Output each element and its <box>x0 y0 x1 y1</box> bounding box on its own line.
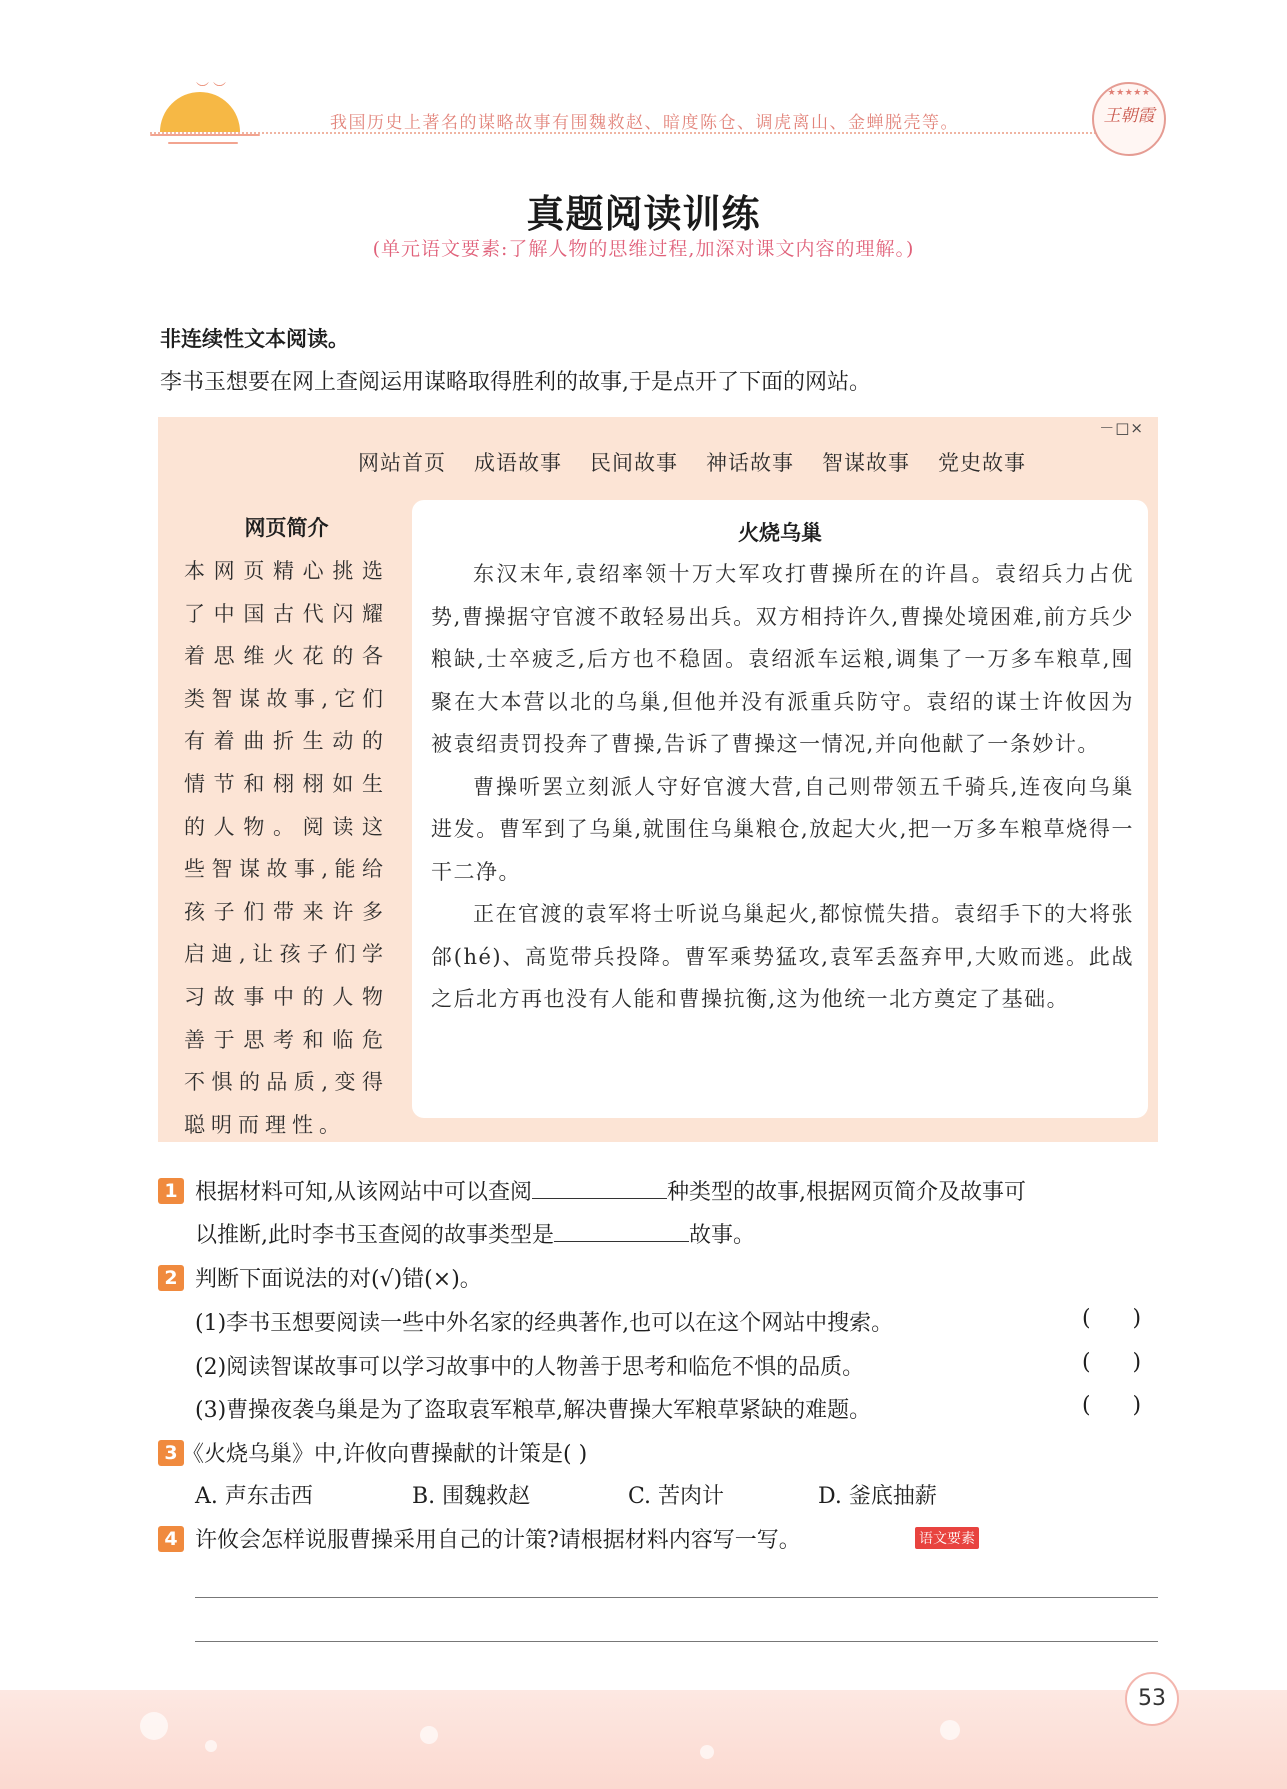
question-1-text: 以推断,此时李书玉查阅的故事类型是 <box>195 1223 554 1248</box>
nav-item-myth-stories[interactable]: 神话故事 <box>706 451 794 475</box>
sunset-sun-decoration <box>160 92 240 132</box>
webpage-intro <box>184 512 389 1146</box>
answer-line[interactable] <box>195 1641 1158 1642</box>
story-paragraph: 东汉末年,袁绍率领十万大军攻打曹操所在的许昌。袁绍兵力占优势,曹操据守官渡不敢轻易出兵。双方相持许久,曹操处境困难,前方兵少粮缺,士卒疲乏,后方也不稳固。袁绍派车运粮,调集了一万多车粮草,囤聚在大本营以北的乌巢,但他并没有派重兵防守。袁绍的谋士许攸因为被袁绍责罚投奔了曹操,告诉了曹操这一情况,并向他献了一条妙计。 <box>431 562 1134 756</box>
nav-item-folk-stories[interactable]: 民间故事 <box>590 451 678 475</box>
judgement-answer-box[interactable]: ( ) <box>1082 1350 1142 1375</box>
literacy-element-tag: 语文要素 <box>915 1527 979 1549</box>
question-2-stem: 判断下面说法的对(√)错(×)。 <box>195 1267 482 1292</box>
option-b[interactable]: B. 围魏救赵 <box>412 1484 531 1509</box>
option-c[interactable]: C. 苦肉计 <box>628 1484 725 1509</box>
nav-item-idiom-stories[interactable]: 成语故事 <box>474 451 562 475</box>
option-d[interactable]: D. 釜底抽薪 <box>818 1484 937 1509</box>
section-heading: 非连续性文本阅读。 <box>160 327 349 351</box>
page-title: 真题阅读训练 <box>526 192 761 236</box>
website-nav <box>358 447 1026 477</box>
judgement-item: (3)曹操夜袭乌巢是为了盗取袁军粮草,解决曹操大军粮草紧缺的难题。 <box>195 1398 872 1423</box>
question-1-line-1 <box>195 1175 1026 1206</box>
bubble-decoration <box>140 1712 168 1740</box>
answer-blank[interactable] <box>554 1219 689 1242</box>
sunset-line-decoration <box>150 134 260 136</box>
footer-band <box>0 1690 1287 1789</box>
story-paragraph: 正在官渡的袁军将士听说乌巢起火,都惊慌失措。袁绍手下的大将张郃(hé)、高览带兵投降。曹军乘势猛攻,袁军丢盔弃甲,大败而逃。此战之后北方再也没有人能和曹操抗衡,这为他统一北方奠定了基础。 <box>431 902 1134 1011</box>
webpage-intro-title: 网页简介 <box>244 516 329 540</box>
answer-blank[interactable] <box>532 1176 667 1199</box>
author-stamp-logo <box>1092 82 1166 156</box>
question-number-badge: 4 <box>158 1526 184 1552</box>
judgement-item: (1)李书玉想要阅读一些中外名家的经典著作,也可以在这个网站中搜索。 <box>195 1311 894 1336</box>
nav-item-strategy-stories[interactable]: 智谋故事 <box>822 451 910 475</box>
nav-item-home[interactable]: 网站首页 <box>358 451 446 475</box>
birds-icon: ︶︶ <box>196 82 231 97</box>
page-number: 53 <box>1138 1686 1166 1711</box>
page-subtitle: (单元语文要素:了解人物的思维过程,加深对课文内容的理解。) <box>372 238 915 260</box>
question-1-text: 种类型的故事,根据网页简介及故事可 <box>667 1180 1026 1205</box>
stamp-name: 王朝霞 <box>1103 106 1155 126</box>
header-slogan: 我国历史上著名的谋略故事有围魏救赵、暗度陈仓、调虎离山、金蝉脱壳等。 <box>330 113 959 133</box>
option-a[interactable]: A. 声东击西 <box>195 1484 313 1509</box>
section-intro: 李书玉想要在网上查阅运用谋略取得胜利的故事,于是点开了下面的网站。 <box>160 370 871 395</box>
sunset-line-decoration <box>168 142 238 144</box>
bubble-decoration <box>700 1745 714 1759</box>
window-controls-icon[interactable]: －□× <box>1099 419 1144 437</box>
bubble-decoration <box>420 1726 438 1744</box>
webpage-intro-text: 本网页精心挑选了中国古代闪耀着思维火花的各类智谋故事,它们有着曲折生动的情节和栩栩如生的人物。阅读这些智谋故事,能给孩子们带来许多启迪,让孩子们学习故事中的人物善于思考和临危不惧的品质,变得聪明而理性。 <box>184 559 389 1137</box>
question-4-stem: 许攸会怎样说服曹操采用自己的计策?请根据材料内容写一写。 <box>195 1528 801 1553</box>
story-title: 火烧乌巢 <box>738 521 822 545</box>
bubble-decoration <box>205 1740 217 1752</box>
question-number-badge: 3 <box>158 1440 184 1466</box>
judgement-answer-box[interactable]: ( ) <box>1082 1393 1142 1418</box>
story-paragraph: 曹操听罢立刻派人守好官渡大营,自己则带领五千骑兵,连夜向乌巢进发。曹军到了乌巢,就围住乌巢粮仓,放起大火,把一万多车粮草烧得一干二净。 <box>431 774 1134 884</box>
question-number-badge: 1 <box>158 1178 184 1204</box>
answer-line[interactable] <box>195 1597 1158 1598</box>
page-number-badge <box>1125 1672 1179 1726</box>
website-panel <box>158 417 1158 1142</box>
nav-item-party-history[interactable]: 党史故事 <box>938 451 1026 475</box>
question-1-text: 根据材料可知,从该网站中可以查阅 <box>195 1180 532 1205</box>
bubble-decoration <box>940 1720 960 1740</box>
judgement-answer-box[interactable]: ( ) <box>1082 1306 1142 1331</box>
question-3-stem: 《火烧乌巢》中,许攸向曹操献的计策是( ) <box>182 1442 588 1467</box>
stamp-stars-icon: ★★★★★ <box>1107 88 1151 98</box>
question-1-line-2 <box>195 1218 755 1249</box>
question-number-badge: 2 <box>158 1265 184 1291</box>
story-card <box>412 500 1148 1118</box>
question-1-text: 故事。 <box>689 1223 756 1248</box>
judgement-item: (2)阅读智谋故事可以学习故事中的人物善于思考和临危不惧的品质。 <box>195 1355 865 1380</box>
